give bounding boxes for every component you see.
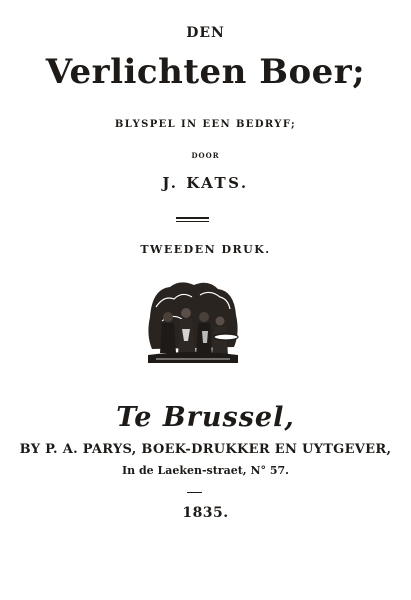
short-rule: [187, 492, 202, 493]
place-of-publication: Te Brussel,: [116, 402, 295, 433]
edition-statement: TWEEDEN DRUK.: [140, 243, 271, 256]
woodcut-group-of-figures-icon: [142, 277, 244, 369]
publisher-line: BY P. A. PARYS, BOEK-DRUKKER EN UYTGEVER,: [19, 442, 392, 457]
double-rule-top: [176, 217, 209, 219]
publisher-address: In de Laeken-straet, N° 57.: [122, 464, 289, 477]
by-line: DOOR: [191, 151, 220, 160]
pre-title: DEN: [186, 25, 225, 41]
subtitle: BLYSPEL IN EEN BEDRYF;: [114, 119, 297, 130]
author-name: J. KATS.: [162, 174, 249, 192]
double-rule-bottom: [176, 221, 209, 222]
book-title: Verlichten Boer;: [45, 52, 366, 92]
publication-year: 1835.: [182, 505, 229, 521]
